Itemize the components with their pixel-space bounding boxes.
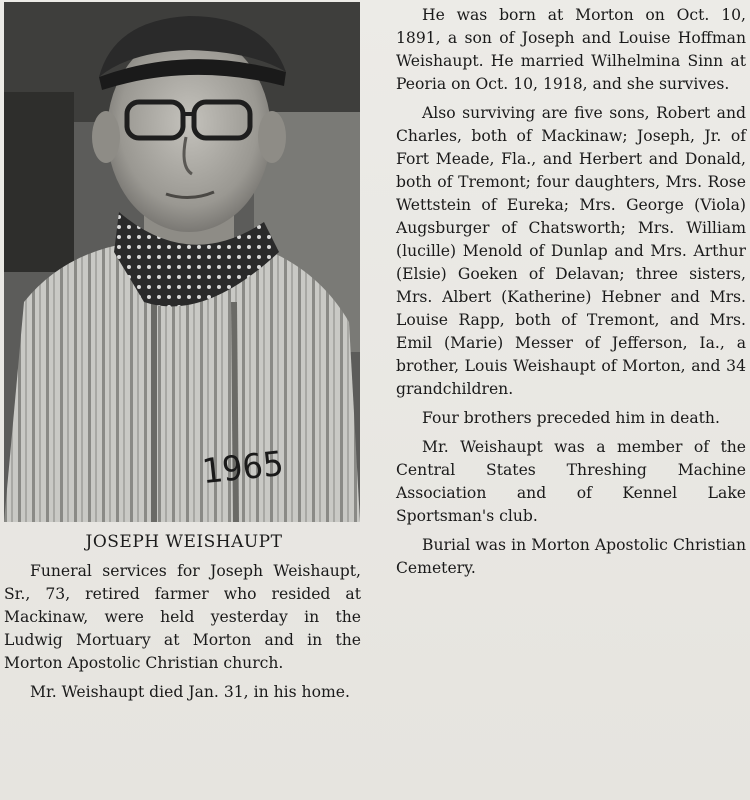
paragraph: Mr. Weishaupt died Jan. 31, in his home. xyxy=(30,683,350,701)
right-body-text xyxy=(396,4,746,586)
paragraph: Also surviving are five sons, Robert and Charles, both of Mackinaw; Joseph, Jr. of Fort Meade, Fla., and Herbert and Donald, both of Tremont; four daughters, Mrs. Rose Wettstein of Eureka; Mrs. George (Viola) Augsburger of Chatsworth; Mrs. William (lucille) Menold of Dunlap and Mrs. Arthur (Elsie) Goeken of Delavan; three sisters, Mrs. Albert (Katherine) Hebner and Mrs. Louise Rapp, both of Tremont, and Mrs. Emil (Marie) Messer of Jefferson, Ia., a brother, Louis Weishaupt of Morton, and 34 grandchildren. xyxy=(396,104,746,398)
obituary-caption: JOSEPH WEISHAUPT xyxy=(85,532,283,552)
paragraph: Funeral services for Joseph Weishaupt, Sr., 73, retired farmer who resided at Mackinaw, were held yesterday in the Ludwig Mortuary at Morton and in the Morton Apostolic Christian church. xyxy=(4,562,361,672)
paragraph: He was born at Morton on Oct. 10, 1891, a son of Joseph and Louise Hoffman Weishaupt. He married Wilhelmina Sinn at Peoria on Oct. 10, 1918, and she survives. xyxy=(396,6,746,93)
right-column xyxy=(386,0,750,800)
paragraph: Four brothers preceded him in death. xyxy=(422,409,720,427)
portrait-photo xyxy=(4,2,360,522)
paragraph: Mr. Weishaupt was a member of the Central States Threshing Machine Association and of Kennel Lake Sportsman's club. xyxy=(396,438,746,525)
paragraph: Burial was in Morton Apostolic Christian Cemetery. xyxy=(396,536,746,577)
left-body-text xyxy=(4,560,361,710)
handwritten-year: 1965 xyxy=(199,443,286,493)
left-column xyxy=(4,0,364,800)
